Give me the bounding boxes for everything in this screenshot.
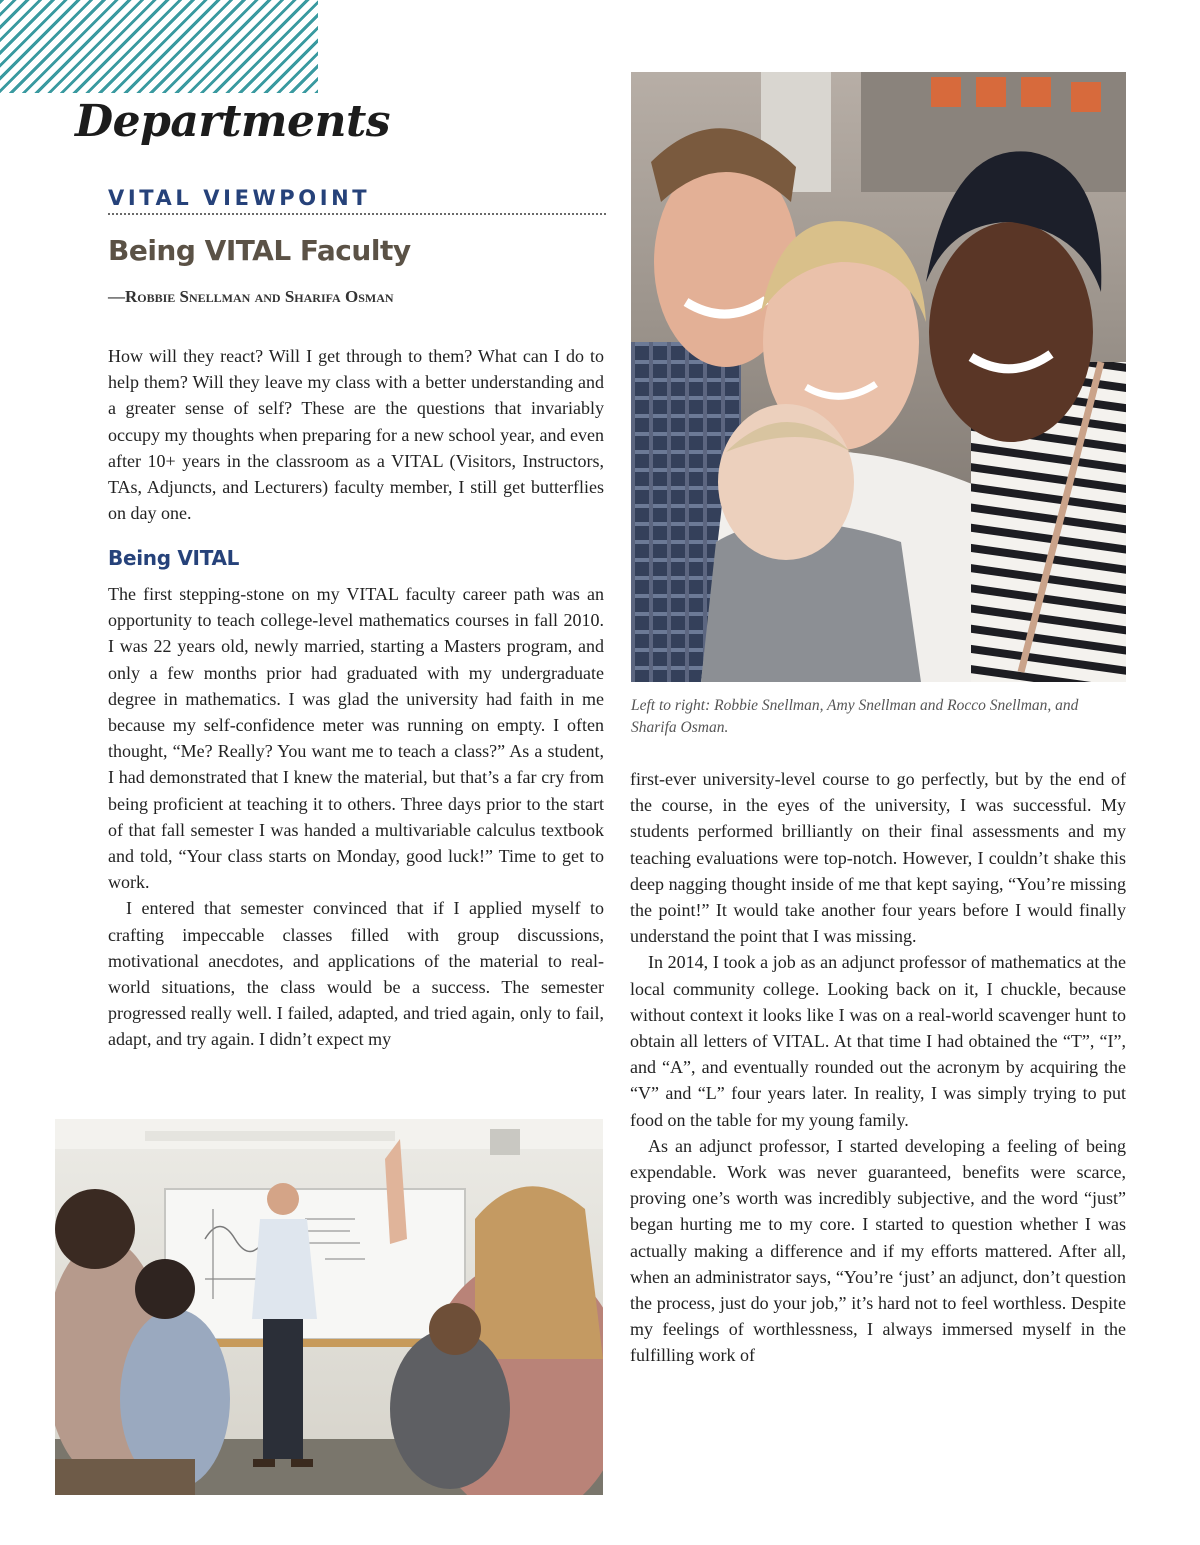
paragraph-1: The first stepping-stone on my VITAL faculty career path was an opportunity to teach college-level mathematics courses in fall 2010. I was 22 years old, newly married, starting a Masters program, and only a few months prior had graduated with my undergraduate degree in mathematics. I was glad the university had faith in me because my self-confidence meter was running on empty. I often thought, “Me? Really? You want me to teach a class?” As a student, I had demonstrated that I knew the material, but that’s a far cry from being proficient at teaching it to others. Three days prior to the start of that fall semester I was handed a multivariable calculus textbook and told, “Your class starts on Monday, good luck!” Time to get to work.	[108, 584, 604, 893]
classroom-photo	[55, 1119, 603, 1495]
family-photo-illustration	[631, 72, 1126, 682]
byline: —Robbie Snellman and Sharifa Osman	[108, 287, 394, 306]
paragraph-2: I entered that semester convinced that if I applied myself to crafting impeccable classes filled with group discussions, motivational anecdotes, and applications of the material to real-world situations, the class would be a success. The semester progressed really well. I failed, adapted, and tried again, only to fail, adapt, and try again. I didn’t expect my	[108, 898, 604, 1050]
department-label: VITAL VIEWPOINT	[108, 186, 606, 215]
paragraph-3: In 2014, I took a job as an adjunct professor of mathematics at the local community college. Looking back on it, I chuckle, because without context it looks like I was on a real-world scavenger hunt to obtain all letters of VITAL. At that time I had obtained the “T”, “I”, and “A”, and eventually rounded out the acronym by acquiring the “V” and “L” four years later. In reality, I was simply trying to put food on the table for my young family.	[630, 952, 1126, 1130]
paragraph-4: As an adjunct professor, I started developing a feeling of being expendable. Work was never guaranteed, benefits were scarce, proving one’s worth was incredibly subjective, and the word “just” began hurting me to my core. I started to question whether I was actually making a difference and if my efforts mattered. After all, when an administrator says, “You’re ‘just’ an adjunct, don’t question the process, just do your job,” it’s hard not to feel worthless. Despite my feelings of worthlessness, I always immersed myself in the fulfilling work of	[630, 1135, 1126, 1366]
section-title: Departments	[75, 96, 391, 147]
intro-paragraph: How will they react? Will I get through to them? What can I do to help them? Will they leave my class with a better understanding and a greater sense of self? These are the questions that invariably occupy my thoughts when preparing for a new school year, and even after 10+ years in the classroom as a VITAL (Visitors, Instructors, TAs, Adjuncts, and Lecturers) faculty member, I still get butterflies on day one.	[108, 346, 604, 524]
article-title: Being VITAL Faculty	[108, 234, 411, 267]
left-column	[108, 581, 604, 1053]
paragraph-2-continued: first-ever university-level course to go perfectly, but by the end of the course, in the eyes of the university, I was successful. My students performed brilliantly on their final assessments and my teaching evaluations were top-notch. However, I couldn’t shake this deep nagging thought inside of me that kept saying, “You’re missing the point!” It would take another four years before I would finally understand the point that I was missing.	[630, 769, 1126, 947]
classroom-photo-illustration	[55, 1119, 603, 1495]
family-photo	[631, 72, 1126, 682]
intro-column	[108, 343, 604, 526]
decorative-hatch-pattern	[0, 0, 318, 93]
right-column	[630, 766, 1126, 1369]
family-photo-caption: Left to right: Robbie Snellman, Amy Snellman and Rocco Snellman, and Sharifa Osman.	[631, 697, 1079, 736]
subhead: Being VITAL	[108, 546, 240, 570]
